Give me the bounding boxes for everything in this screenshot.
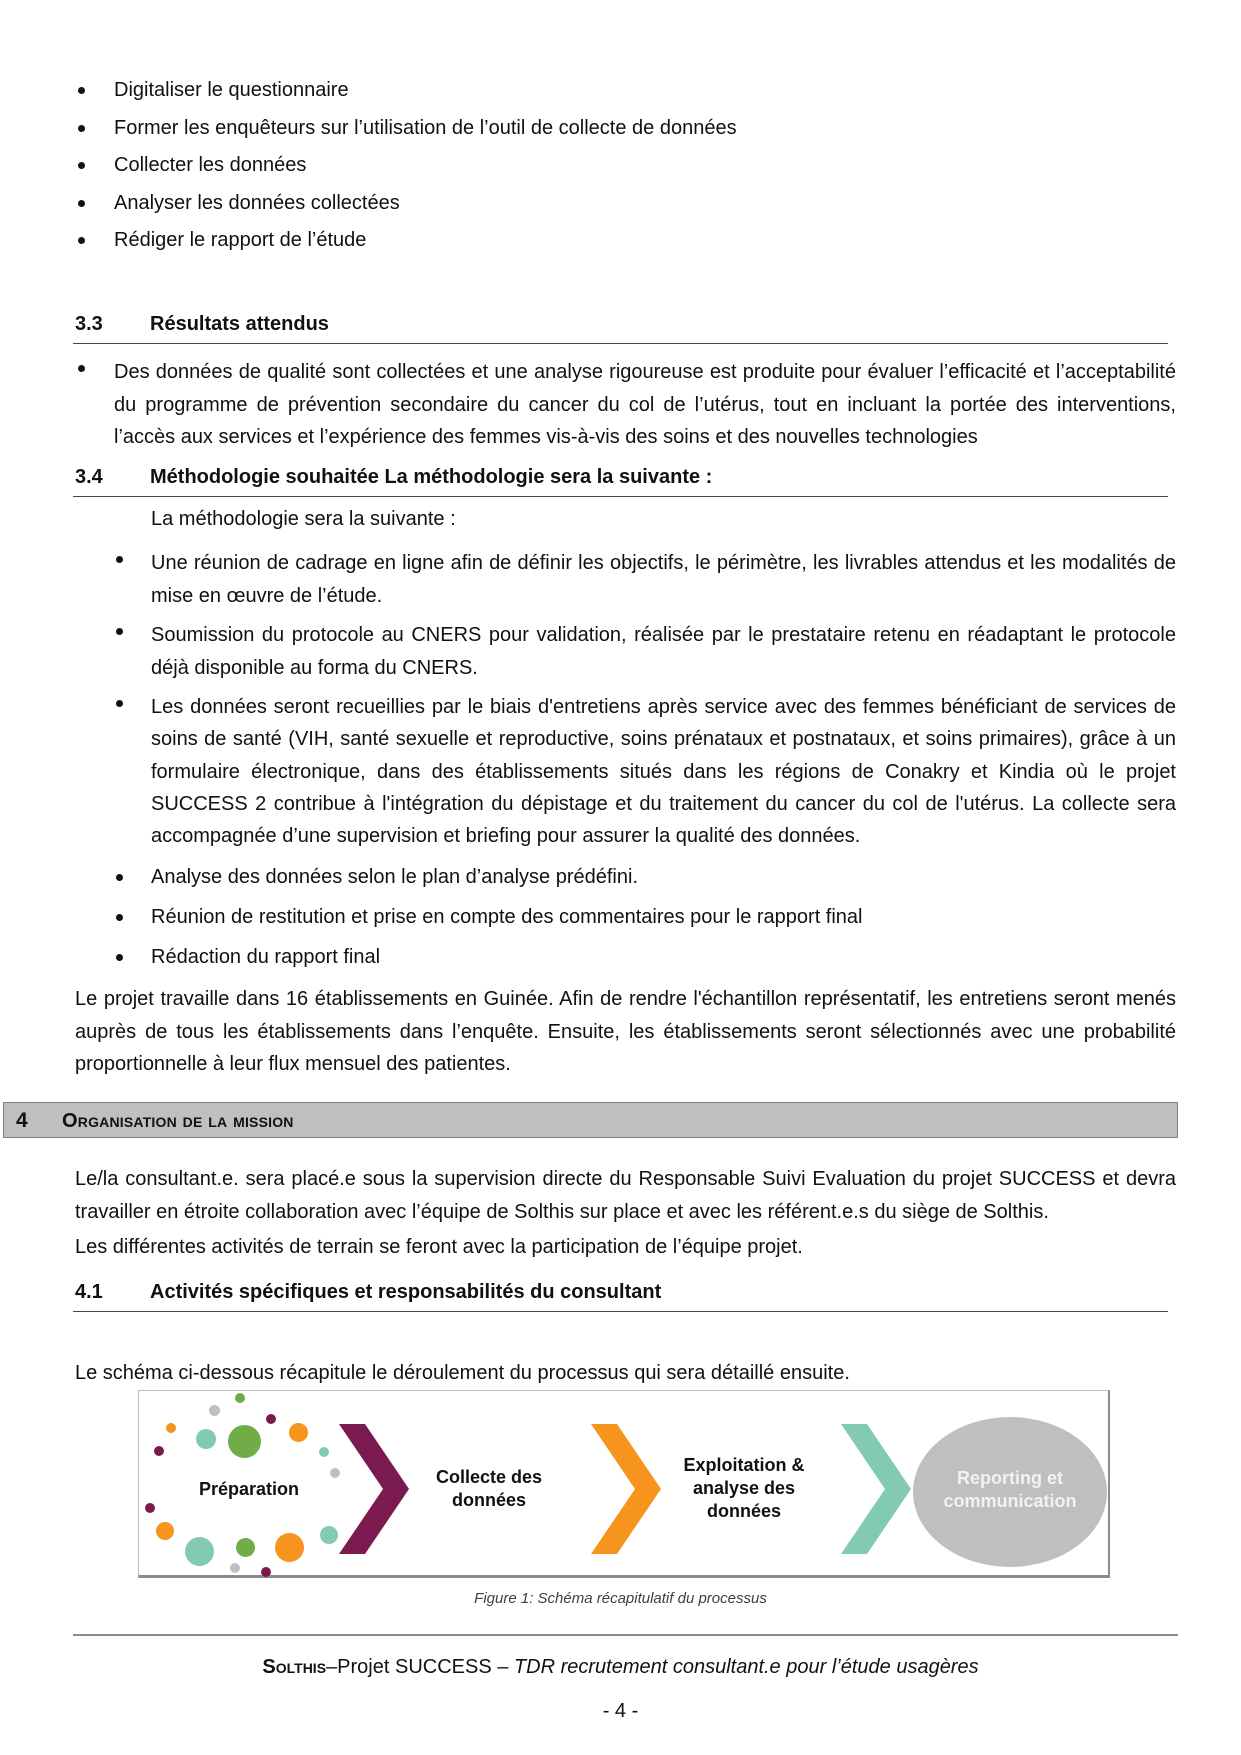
chevron-right-icon xyxy=(841,1424,911,1554)
expected-result: Des données de qualité sont collectées et une analyse rigoureuse est produite pour évaluer l’efficacité et l’acceptabilité du programme de prévention secondaire du cancer du col de l’utérus, tout en incluant la portée des interventions, l’accès aux services et l’expérience des femmes vis-à-vis des soins et des nouvelles technologies xyxy=(114,361,1176,448)
dot-icon xyxy=(156,1522,174,1540)
footer-rule xyxy=(73,1634,1178,1636)
list-item: Former les enquêteurs sur l’utilisation de l’outil de collecte de données xyxy=(114,117,737,139)
list-item: Digitaliser le questionnaire xyxy=(114,79,349,101)
dot-icon xyxy=(230,1563,240,1573)
dot-icon xyxy=(261,1567,271,1577)
method-step: Réunion de restitution et prise en compte des commentaires pour le rapport final xyxy=(151,906,863,928)
bullet-icon xyxy=(116,700,123,707)
step-preparation: Préparation xyxy=(198,1479,300,1499)
section-rule xyxy=(73,496,1168,497)
dot-icon xyxy=(228,1425,261,1458)
list-item: Rédiger le rapport de l’étude xyxy=(114,229,367,251)
organisation-paragraph: Le/la consultant.e. sera placé.e sous la supervision directe du Responsable Suivi Evaluation du projet SUCCESS et devra travailler en étroite collaboration avec l’équipe de Solthis sur place et avec les référent.e.s du siège de Solthis. xyxy=(75,1168,1176,1223)
chevron-right-icon xyxy=(339,1424,409,1554)
section-number: 3.3 xyxy=(75,313,103,335)
bullet-icon xyxy=(116,628,123,635)
figure-intro: Le schéma ci-dessous récapitule le déroulement du processus qui sera détaillé ensuite. xyxy=(75,1362,850,1384)
bullet-icon xyxy=(78,162,85,169)
reporting-ellipse xyxy=(913,1417,1107,1567)
dot-icon xyxy=(166,1423,176,1433)
dot-icon xyxy=(235,1393,245,1403)
dot-icon xyxy=(236,1538,255,1557)
chevron-right-icon xyxy=(591,1424,661,1554)
dot-icon xyxy=(320,1526,338,1544)
footer-project: –Projet SUCCESS – xyxy=(326,1656,514,1678)
dot-icon xyxy=(266,1414,276,1424)
section-number: 4.1 xyxy=(75,1281,103,1303)
step-exploitation: Exploitation & analyse des données xyxy=(683,1455,805,1521)
dot-icon xyxy=(289,1423,308,1442)
dot-icon xyxy=(185,1537,214,1566)
section-number: 3.4 xyxy=(75,466,103,488)
dot-icon xyxy=(145,1503,155,1513)
dot-icon xyxy=(196,1429,216,1449)
section-rule xyxy=(73,1311,1168,1312)
process-diagram xyxy=(138,1390,1110,1578)
bullet-icon xyxy=(78,237,85,244)
bullet-icon xyxy=(116,556,123,563)
method-step: Analyse des données selon le plan d’analyse prédéfini. xyxy=(151,866,639,888)
dot-icon xyxy=(154,1446,164,1456)
bullet-icon xyxy=(78,87,85,94)
bullet-icon xyxy=(116,874,123,881)
bullet-icon xyxy=(116,954,123,961)
footer-brand: Solthis xyxy=(262,1656,327,1678)
section-number: 4 xyxy=(16,1109,28,1132)
dot-icon xyxy=(275,1533,304,1562)
method-step: Rédaction du rapport final xyxy=(151,946,381,968)
step-reporting: Reporting et communication xyxy=(943,1468,1077,1511)
list-item: Analyser les données collectées xyxy=(114,192,400,214)
method-closing: Le projet travaille dans 16 établissements en Guinée. Afin de rendre l'échantillon représentatif, les entretiens seront menés auprès de tous les établissements dans l’enquête. Ensuite, les établissements seront sélectionnés avec une probabilité proportionnelle à leur flux mensuel des patientes. xyxy=(75,988,1176,1075)
footer-doc-title: TDR recrutement consultant.e pour l’étude usagères xyxy=(513,1656,979,1678)
section-title: Organisation de la mission xyxy=(62,1110,294,1132)
figure-caption: Figure 1: Schéma récapitulatif du processus xyxy=(474,1590,767,1607)
dot-icon xyxy=(209,1405,220,1416)
section-title: Méthodologie souhaitée La méthodologie sera la suivante : xyxy=(150,466,713,488)
list-item: Collecter les données xyxy=(114,154,307,176)
method-step: Soumission du protocole au CNERS pour validation, réalisée par le prestataire retenu en réadaptant le protocole déjà disponible au forma du CNERS. xyxy=(151,624,1176,679)
bullet-icon xyxy=(116,914,123,921)
step-collecte: Collecte des données xyxy=(435,1467,543,1510)
bullet-icon xyxy=(78,365,85,372)
method-step: Une réunion de cadrage en ligne afin de définir les objectifs, le périmètre, les livrables attendus et les modalités de mise en œuvre de l’étude. xyxy=(151,552,1176,607)
organisation-paragraph: Les différentes activités de terrain se feront avec la participation de l’équipe projet. xyxy=(75,1236,803,1258)
bullet-icon xyxy=(78,200,85,207)
method-intro: La méthodologie sera la suivante : xyxy=(151,508,456,530)
bullet-icon xyxy=(78,125,85,132)
method-step: Les données seront recueillies par le biais d'entretiens après service avec des femmes bénéficiant de services de soins de santé (VIH, santé sexuelle et reproductive, soins prénataux et postnataux, et soins primaires), grâce à un formulaire électronique, dans des établissements situés dans les régions de Conakry et Kindia où le projet SUCCESS 2 contribue à l'intégration du dépistage et du traitement du cancer du col de l'utérus. La collecte sera accompagnée d’une supervision et briefing pour assurer la qualité des données. xyxy=(151,696,1176,848)
dot-icon xyxy=(319,1447,329,1457)
page-number: - 4 - xyxy=(602,1700,639,1722)
page-footer xyxy=(0,1656,1241,1679)
section-title: Résultats attendus xyxy=(150,313,329,335)
section-rule xyxy=(73,343,1168,344)
section-title: Activités spécifiques et responsabilités du consultant xyxy=(150,1281,662,1303)
section-4-header xyxy=(3,1102,1178,1138)
